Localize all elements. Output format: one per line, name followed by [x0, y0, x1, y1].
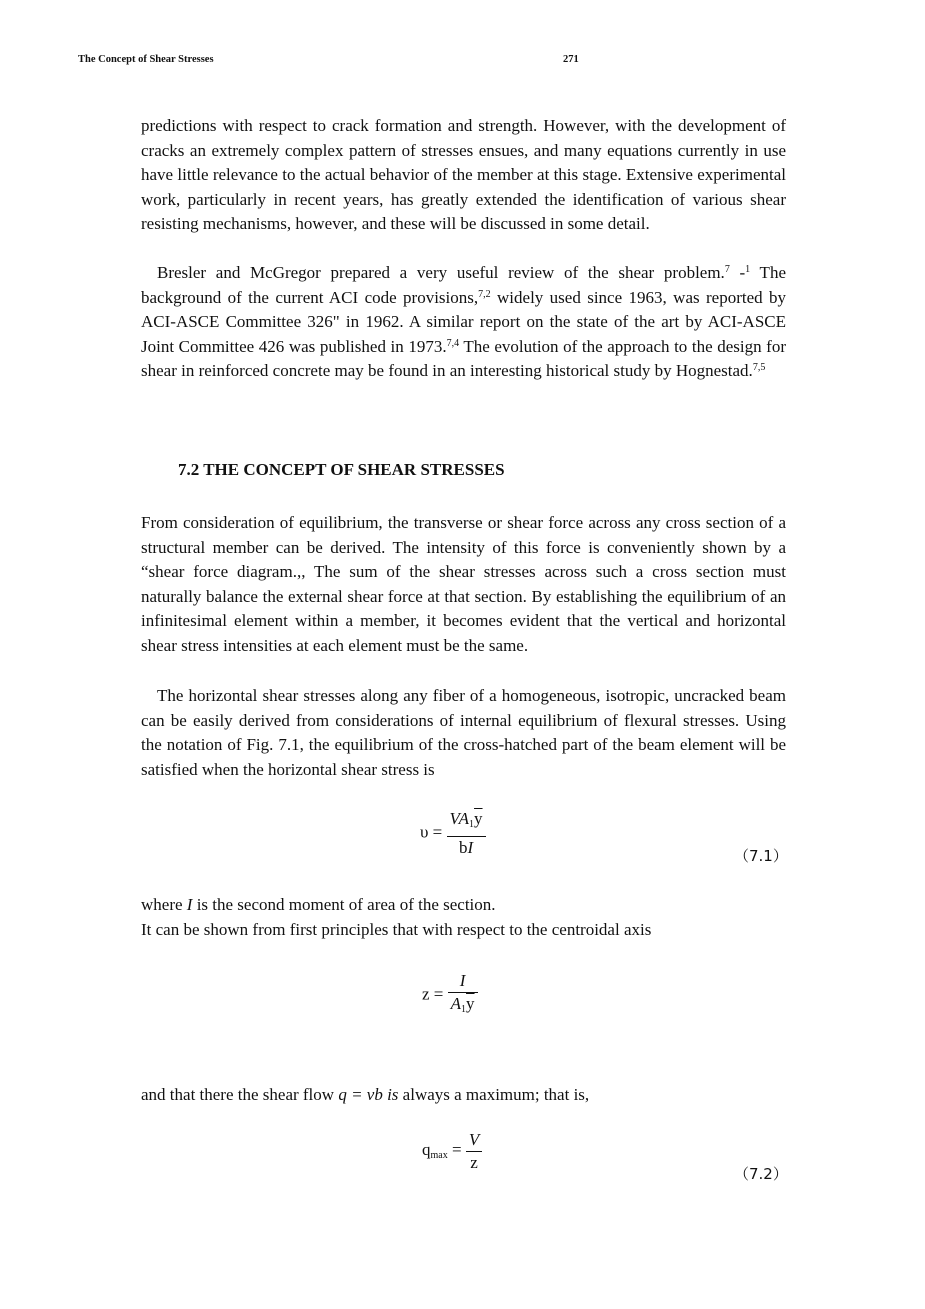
paragraph-3: From consideration of equilibrium, the transverse or shear force across any cross section of a structural member can be derived. The intensity of this force is conveniently shown by a “shear force diagram.,, The sum of the shear stresses across such a cross section must naturally balance the external shear force at that section. By establishing the equilibrium of an infinitesimal element within a member, it becomes evident that the vertical and horizontal shear stress intensities at each element must be the same. [141, 513, 786, 655]
para2-text-4: widely used since 1963, was reported by ACI-ASCE Committee 326" in 1962. A similar report on the state of the art by ACI-ASCE Joint Committee 426 was published in 1973. [141, 287, 786, 356]
equation-7-1 [420, 808, 486, 859]
eq1-denominator [447, 837, 486, 859]
eq1-numerator [447, 808, 486, 837]
page-number: 271 [563, 54, 579, 65]
para2-text-1: Bresler and McGregor prepared a very useful review of the shear problem. [157, 263, 725, 282]
eq1-b: b [458, 838, 468, 857]
para2-text-5: The evolution of the approach to the design for shear in reinforced concrete may be found in an interesting historical study by Hognestad. [141, 336, 786, 381]
paragraph-2 [141, 261, 786, 384]
paragraph-5 [141, 893, 786, 918]
eq1-fraction [447, 808, 486, 859]
eq2-fraction [448, 970, 478, 1021]
equation-7-2 [422, 1129, 482, 1174]
eq2-numerator: I [448, 970, 478, 993]
para7-text-1: and that there the shear flow [141, 1085, 339, 1104]
paragraph-6: It can be shown from first principles that with respect to the centroidal axis [141, 920, 652, 939]
ref-7: 7 [724, 264, 730, 275]
eq3-denominator: z [470, 1153, 478, 1172]
ref-7-4: 7,4 [446, 337, 460, 349]
eq1-sub: 1 [469, 819, 475, 830]
equation-number-7-2: （7.2） [734, 1165, 788, 1183]
ref-7-5: 7,5 [752, 362, 766, 374]
eq1-i: I [467, 838, 474, 857]
section-heading: 7.2 THE CONCEPT OF SHEAR STRESSES [178, 460, 505, 479]
running-title: The Concept of Shear Stresses [78, 54, 214, 65]
eq2-a: A [450, 994, 462, 1013]
equation-centroid [422, 970, 478, 1021]
eq3-q: q [422, 1140, 431, 1160]
eq1-lhs: υ = [420, 822, 443, 842]
para2-text-2: - [729, 263, 746, 282]
eq3-lhs [422, 1140, 462, 1162]
ref-1: 1 [745, 264, 751, 275]
running-head [78, 54, 848, 70]
eq2-ybar: $\overline{y}$ [466, 994, 475, 1013]
eq2-denominator [448, 993, 478, 1021]
para5-text-2: is the second moment of area of the section. [192, 895, 496, 914]
paragraph-1: predictions with respect to crack formation and strength. However, with the development of cracks an extremely complex pattern of stresses ensues, and many equations currently in use have little relevance to the actual behavior of the member at this stage. Extensive experimental work, particularly in recent years, has greatly extended the identification of various shear resisting mechanisms, however, and these will be discussed in some detail. [141, 116, 786, 234]
para7-text-2: always a maximum; that is, [398, 1085, 590, 1104]
eq3-equals: = [447, 1140, 462, 1160]
eq3-sub-max: max [430, 1150, 448, 1162]
eq1-va: VA [449, 809, 470, 828]
paragraph-7 [141, 1083, 786, 1108]
para5-italic-i: I [186, 895, 193, 914]
eq3-fraction [466, 1129, 482, 1174]
paragraph-4: The horizontal shear stresses along any fiber of a homogeneous, isotropic, uncracked beam can be easily derived from considerations of internal equilibrium of flexural stresses. Using the notation of Fig. 7.1, the equilibrium of the cross-hatched part of the beam element will be satisfied when the horizontal shear stress is [141, 686, 786, 779]
eq3-numerator: V [466, 1129, 482, 1152]
ref-7-2: 7,2 [478, 288, 491, 300]
para2-text-3: The background of the current ACI code provisions, [141, 263, 786, 307]
eq2-lhs: z = [422, 984, 444, 1004]
para5-text-1: where [141, 895, 187, 914]
equation-number-7-1: （7.1） [734, 847, 788, 865]
para7-italic: q = vb is [338, 1085, 399, 1104]
eq2-sub: 1 [461, 1004, 467, 1015]
eq1-ybar: $\overline{y}$ [474, 809, 483, 828]
